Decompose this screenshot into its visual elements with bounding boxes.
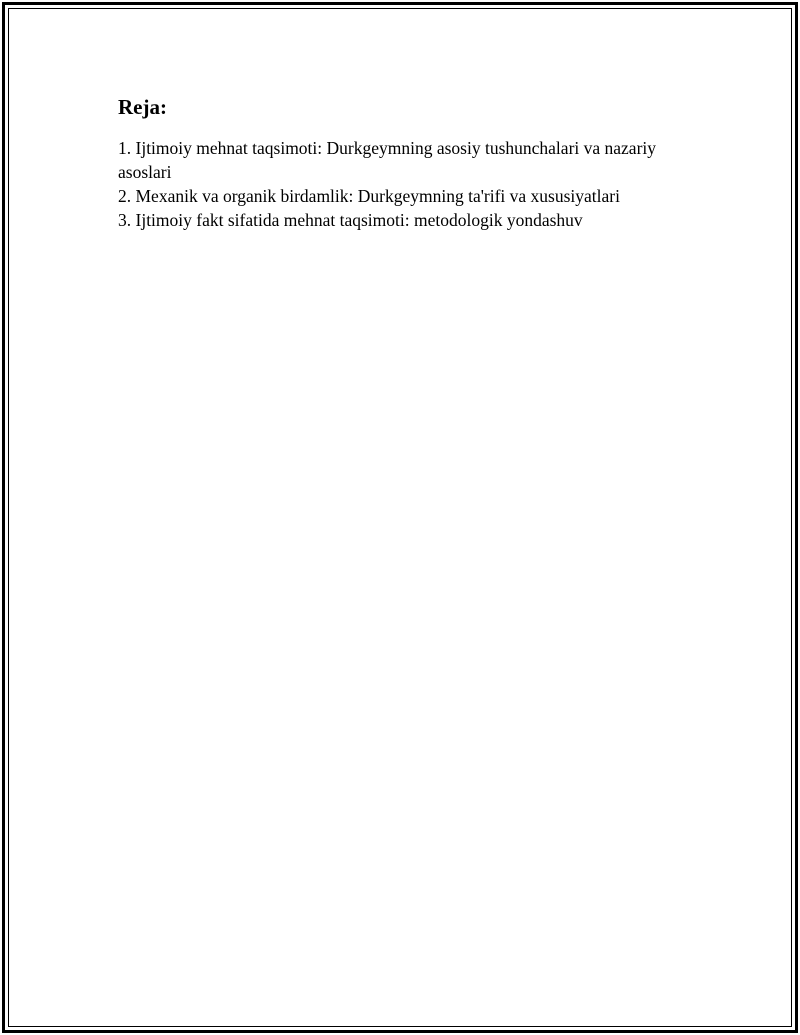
document-body bbox=[118, 94, 698, 232]
plan-item-1: 1. Ijtimoiy mehnat taqsimoti: Durkgeymning asosiy tushunchalari va nazariy asoslari bbox=[118, 138, 657, 182]
plan-list bbox=[118, 136, 698, 232]
plan-item-2: 2. Mexanik va organik birdamlik: Durkgeymning ta'rifi va xususiyatlari bbox=[118, 186, 620, 206]
plan-heading: Reja: bbox=[118, 95, 167, 119]
plan-item-3: 3. Ijtimoiy fakt sifatida mehnat taqsimoti: metodologik yondashuv bbox=[118, 210, 583, 230]
